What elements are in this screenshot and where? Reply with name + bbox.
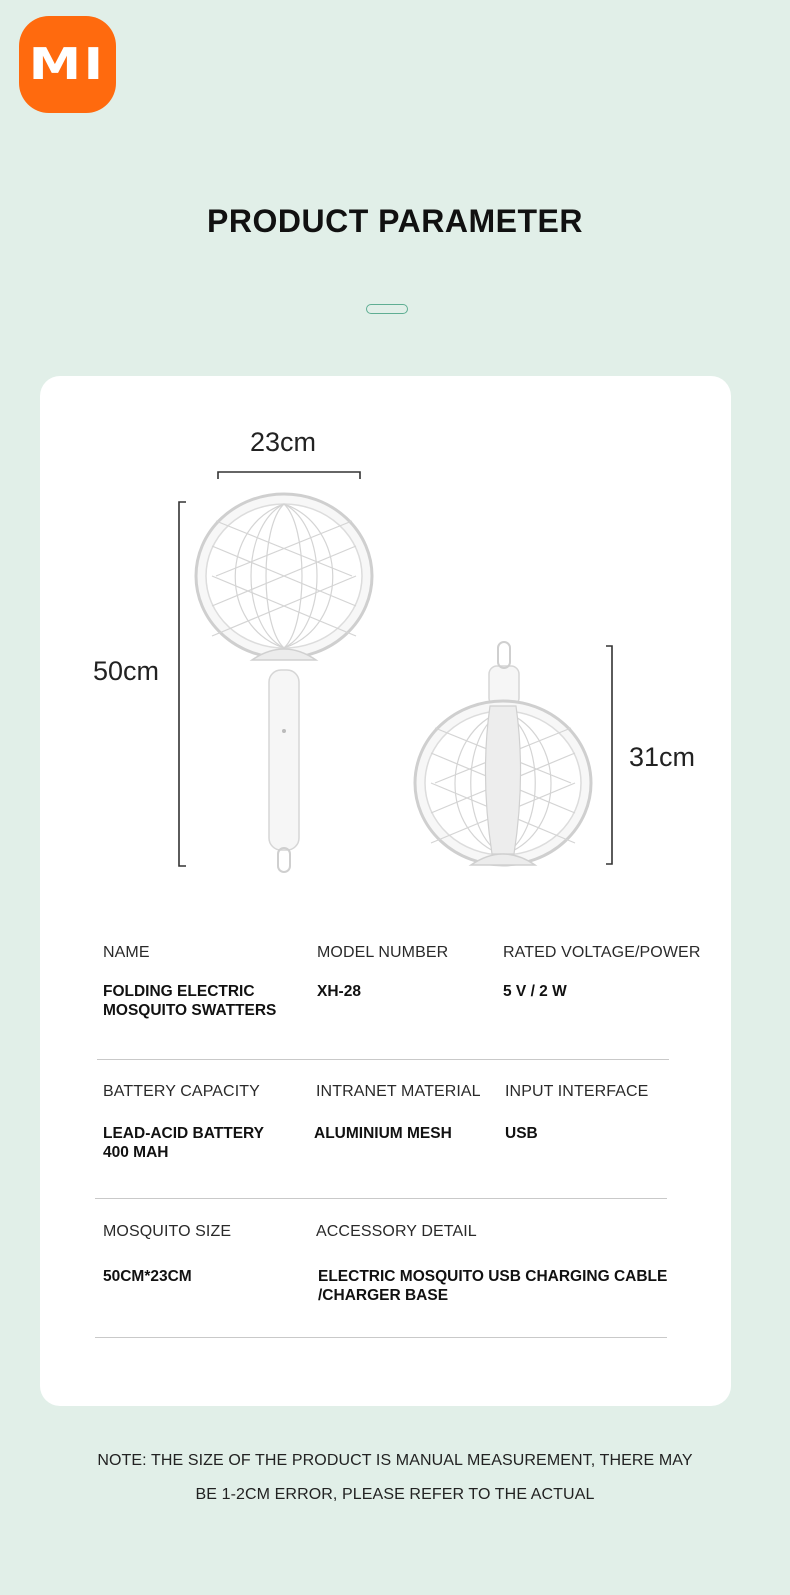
row-divider: [95, 1337, 667, 1338]
spec-input-interface: [505, 1083, 648, 1143]
spec-card: [40, 376, 731, 1406]
spec-battery-capacity: [103, 1083, 264, 1162]
folded-height-bracket: [606, 646, 612, 864]
page-title: PRODUCT PARAMETER: [207, 203, 583, 239]
width-bracket: [218, 472, 360, 479]
brand-logo: [19, 16, 116, 113]
spec-label: NAME: [103, 944, 150, 961]
spec-label: MOSQUITO SIZE: [103, 1223, 232, 1240]
spec-label: INTRANET MATERIAL: [316, 1083, 481, 1100]
spec-value: USB: [505, 1125, 538, 1142]
folded-height-label: 31cm: [628, 742, 696, 772]
spec-value: ALUMINIUM MESH: [314, 1125, 452, 1142]
title-divider: [366, 304, 408, 314]
spec-mosquito-size: [103, 1223, 231, 1286]
spec-value: ELECTRIC MOSQUITO USB CHARGING CABLE /CHARGER BASE: [318, 1268, 668, 1304]
spec-value: 50CM*23CM: [103, 1268, 192, 1285]
spec-intranet-material: [316, 1083, 481, 1143]
product-illustration: [40, 376, 731, 916]
spec-value: XH-28: [317, 983, 361, 1000]
spec-accessory-detail: [316, 1223, 667, 1305]
spec-label: RATED VOLTAGE/POWER: [503, 944, 701, 961]
row-divider: [97, 1059, 669, 1060]
spec-rated-voltage: [503, 944, 700, 1001]
swatter-unfolded: [196, 494, 372, 872]
height-bracket: [179, 502, 186, 866]
spec-value: 5 V / 2 W: [503, 983, 567, 1000]
spec-value: LEAD-ACID BATTERY 400 MAH: [103, 1125, 265, 1161]
note-line-2: BE 1-2CM ERROR, PLEASE REFER TO THE ACTUAL: [195, 1486, 595, 1503]
swatter-folded: [415, 642, 591, 865]
measurement-note: [0, 1444, 790, 1512]
spec-value: FOLDING ELECTRIC MOSQUITO SWATTERS: [103, 983, 277, 1019]
spec-model-number: [317, 944, 448, 1001]
brand-logo-text: MI: [29, 38, 106, 90]
width-label: 23cm: [249, 427, 317, 457]
spec-name: [103, 944, 276, 1020]
height-label: 50cm: [92, 656, 160, 686]
row-divider: [95, 1198, 667, 1199]
spec-label: INPUT INTERFACE: [505, 1083, 649, 1100]
spec-label: BATTERY CAPACITY: [103, 1083, 260, 1100]
note-line-1: NOTE: THE SIZE OF THE PRODUCT IS MANUAL MEASUREMENT, THERE MAY: [97, 1452, 693, 1469]
spec-label: MODEL NUMBER: [317, 944, 449, 961]
spec-label: ACCESSORY DETAIL: [316, 1223, 477, 1240]
